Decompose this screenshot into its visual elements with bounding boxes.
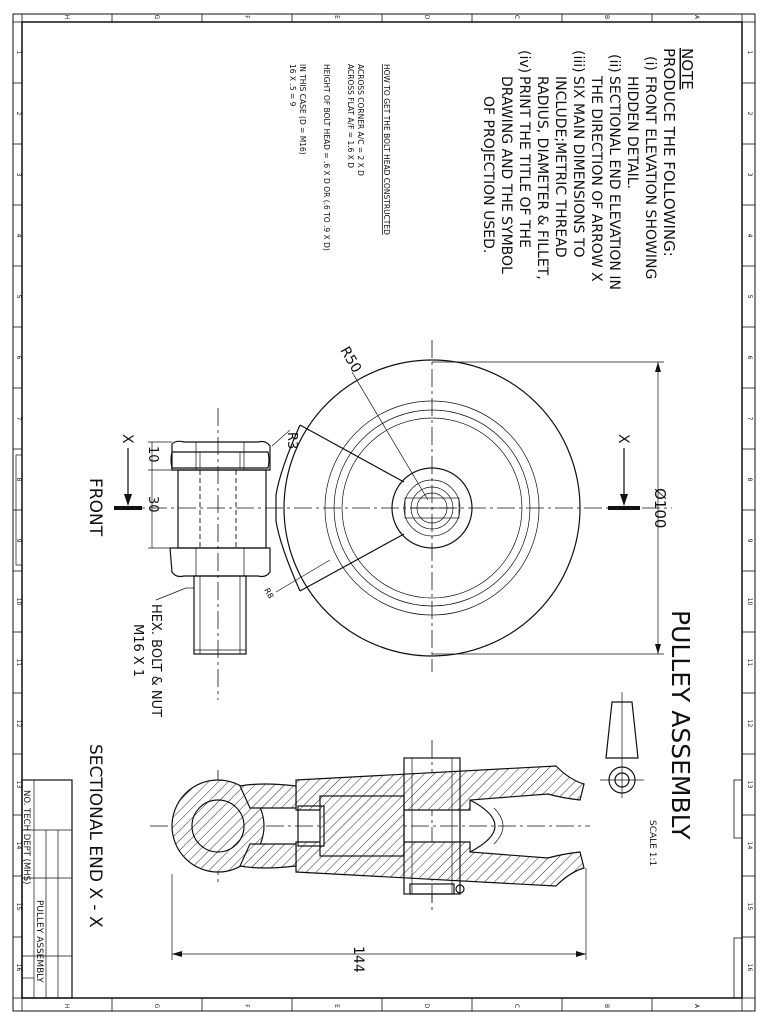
note-item-4-num: (iv) [516,50,532,74]
note-item-3-num: (iii) [570,50,586,73]
zone-number: 1 [746,50,753,55]
zone-letter: B [603,14,610,20]
note-item-2-line-2: THE DIRECTION OF ARROW X [588,76,604,282]
title-block-title: PULLEY ASSEMBLY [34,900,44,983]
drawing-title: PULLEY ASSEMBLY [666,610,695,840]
zone-number: 4 [15,233,22,238]
zone-number: 1 [15,50,22,55]
note-item-3-line-3: RADIUS, DIAMETER & FILLET, [534,76,550,280]
dia100-label: Ø100 [651,488,669,529]
zone-number: 6 [15,355,22,360]
zone-number: 6 [746,355,753,360]
note-item-1-line-2: HIDDEN DETAIL. [624,76,640,190]
bolt-note-line-3: HEIGHT OF BOLT HEAD = .6 X D OR (.6 TO .9 X D) [322,64,331,251]
zone-letter: A [693,1003,700,1009]
drawing-scale: SCALE 1:1 [647,820,657,867]
note-item-4-line-2: DRAWING AND THE SYMBOL [498,76,514,274]
title-block-dept: NO. TECH DEPT (MHS) [21,790,31,885]
front-elevation [120,340,672,700]
note-item-4-line-3: OF PROJECTION USED. [480,96,496,254]
sectional-end-view [150,740,590,912]
note-item-3-line-2: INCLUDE;METRIC THREAD [552,76,568,258]
zone-number: 9 [15,538,22,543]
zone-number: 3 [15,172,22,177]
zone-number: 8 [746,477,753,482]
zone-number: 8 [15,477,22,482]
zone-number: 10 [746,597,753,606]
zone-number: 13 [746,780,753,789]
section-x-right: X [615,434,631,444]
zone-letter: G [153,14,160,20]
zone-number: 4 [746,233,753,238]
zone-number: 12 [15,719,22,728]
zone-number: 5 [746,294,753,299]
section-marker-left [114,434,142,508]
dimension-r3 [272,430,299,449]
zone-letter: C [513,14,520,20]
zone-letter: D [423,1003,430,1009]
callout-line-1: HEX. BOLT & NUT [148,604,163,718]
zone-letter: F [243,1004,250,1008]
title-block [21,780,72,998]
section-marker-right [608,434,640,508]
zone-letter: A [693,14,700,20]
zone-letter: C [513,1003,520,1009]
zone-number: 3 [746,172,753,177]
zone-letter: E [333,1004,340,1008]
bolt-note-line-5: 16 X .5 = 9 [288,64,297,107]
zone-number: 9 [746,538,753,543]
zone-letter: E [333,15,340,19]
bolt-note-block [288,64,391,251]
zone-letter: G [153,1003,160,1009]
note-item-4-line-1: PRINT THE TITLE OF THE [516,76,532,248]
d144-label: 144 [350,946,366,973]
projection-symbol [600,692,644,798]
zone-number: 11 [15,658,22,667]
zone-letter: H [63,14,70,20]
revision-strip [734,780,742,998]
zone-number: 14 [15,841,22,850]
zone-number: 15 [15,902,22,911]
note-intro: PRODUCE THE FOLLOWING: [660,48,678,257]
section-label: SECTIONAL END X - X [85,744,105,928]
note-item-2-line-1: SECTIONAL END ELEVATION IN [606,76,622,290]
note-item-3-line-1: SIX MAIN DIMENSIONS TO [570,76,586,258]
bolt-note-heading: HOW TO GET THE BOLT HEAD CONSTRUCTED [382,64,391,235]
front-label: FRONT [85,478,105,537]
zone-number: 16 [15,963,22,972]
callout-line-2: M16 X 1 [130,624,145,678]
zone-number: 12 [746,719,753,728]
zone-number: 2 [746,111,753,116]
zone-number: 11 [746,658,753,667]
note-block [480,48,696,290]
zone-letter: F [243,15,250,19]
zone-number: 16 [746,963,753,972]
zone-number: 5 [15,294,22,299]
zone-number: 13 [15,780,22,789]
note-heading: NOTE [678,48,696,90]
dimension-10: 10 [145,446,160,463]
zone-letter: B [603,1003,610,1009]
hex-bolt-and-nut [170,441,270,654]
section-x-left: X [119,434,135,444]
zone-number: 7 [746,416,753,421]
bolt-note-line-2: ACROSS FLAT A/F = 1.6 X D [346,64,355,169]
bolt-note-line-1: ACROSS CORNER A/C = 2 X D [356,64,365,176]
hex-bolt-callout [130,588,194,717]
r3-label: R3 [284,432,299,450]
zone-number: 10 [15,597,22,606]
zone-number: 14 [746,841,753,850]
note-item-2-num: (ii) [606,54,622,73]
zone-number: 7 [15,416,22,421]
dimension-30: 30 [145,496,160,513]
note-item-1-num: (i) [642,56,658,71]
note-item-1-line-1: FRONT ELEVATION SHOWING [642,76,658,280]
bolt-note-line-4: IN THIS CASE (D = M16) [298,64,307,155]
dimension-r8: R8 [262,586,276,601]
zone-number: 15 [746,902,753,911]
zone-number: 2 [15,111,22,116]
zone-letter: D [423,14,430,20]
dimension-r50: R50 [336,344,365,376]
dimension-10-30 [145,442,172,548]
zone-letter: H [63,1003,70,1009]
